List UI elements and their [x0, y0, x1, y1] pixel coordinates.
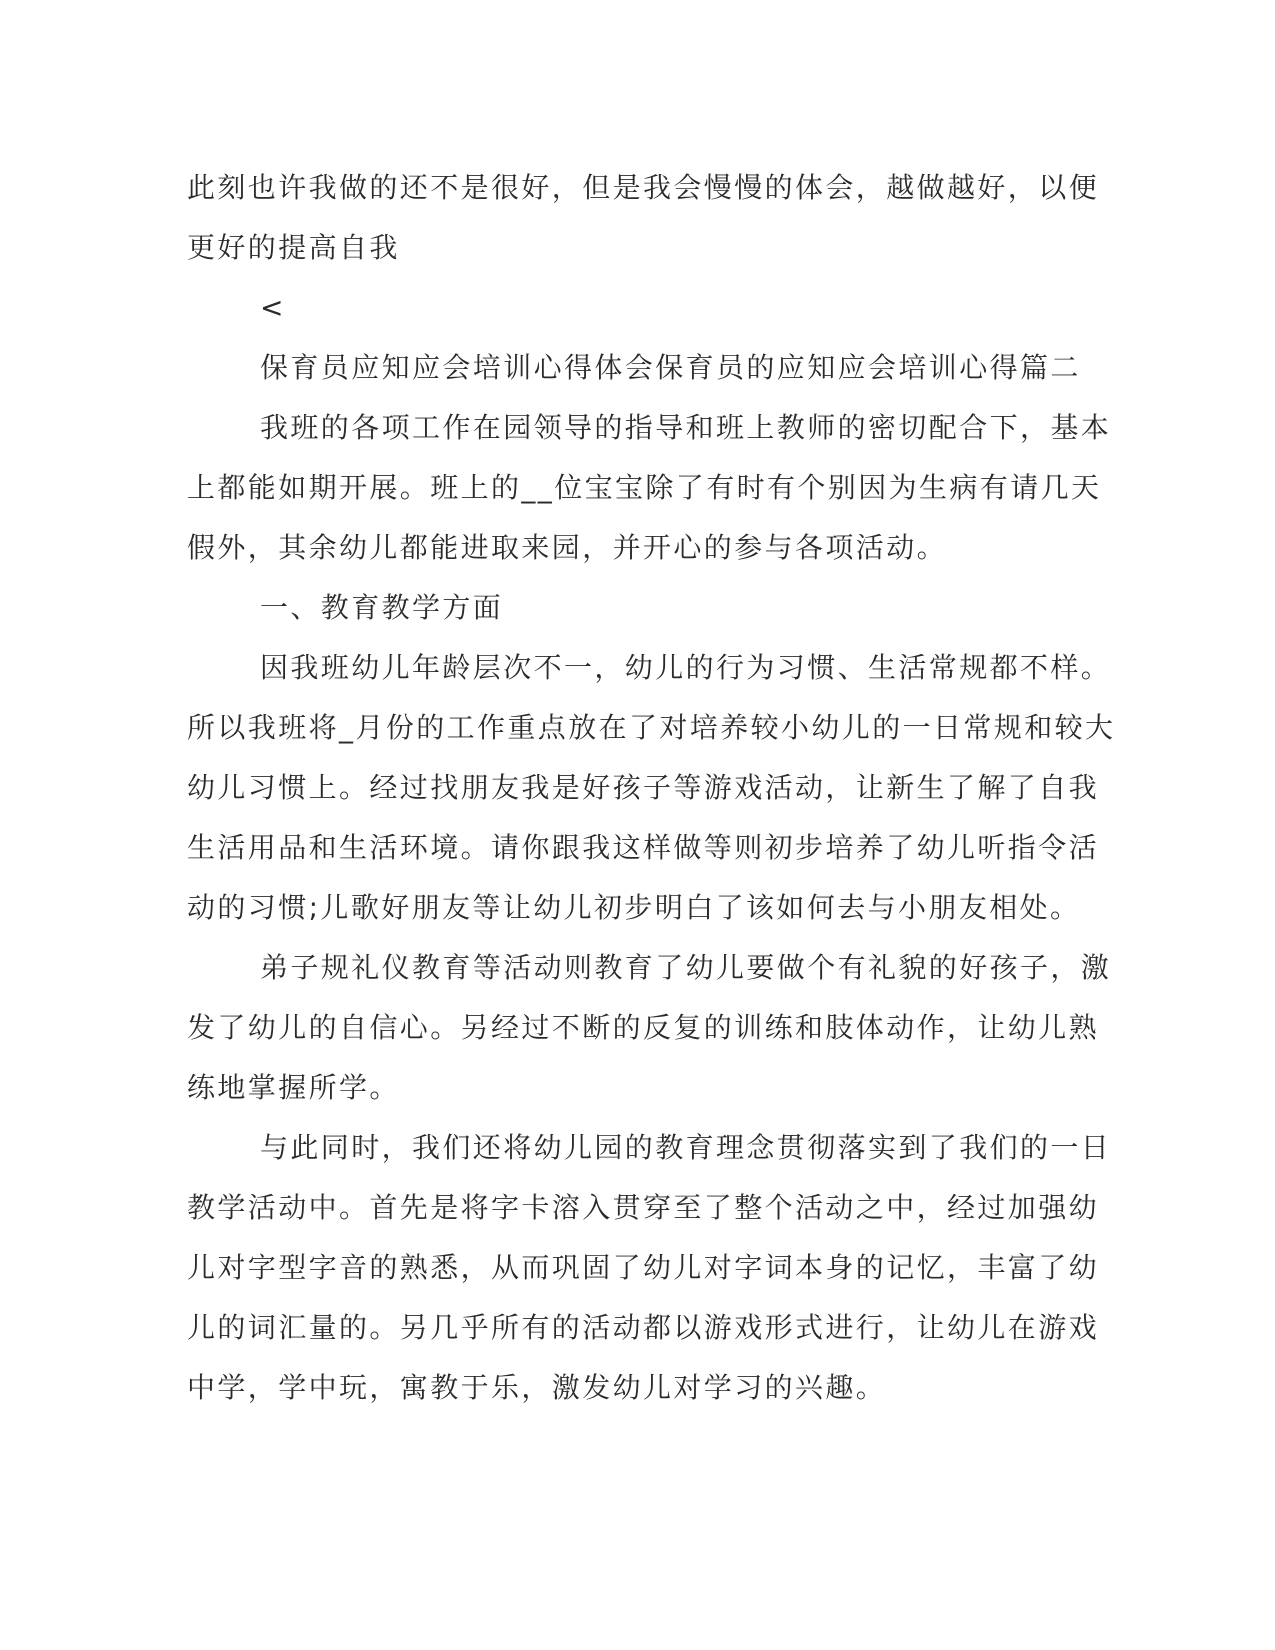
text-line: 发了幼儿的自信心。另经过不断的反复的训练和肢体动作，让幼儿熟: [187, 1011, 1100, 1044]
paragraph: [187, 398, 1112, 578]
text-line: 弟子规礼仪教育等活动则教育了幼儿要做个有礼貌的好孩子，激: [260, 951, 1112, 984]
text-line: 与此同时，我们还将幼儿园的教育理念贯彻落实到了我们的一日: [260, 1131, 1112, 1164]
text-line: 所以我班将_月份的工作重点放在了对培养较小幼儿的一日常规和较大: [187, 711, 1116, 744]
text-line: 生活用品和生活环境。请你跟我这样做等则初步培养了幼儿听指令活: [187, 831, 1100, 864]
text-line: 更好的提高自我: [187, 231, 400, 264]
section-heading: [187, 578, 1067, 638]
paragraph: [187, 638, 1116, 938]
text-line: 教学活动中。首先是将字卡溶入贯穿至了整个活动之中，经过加强幼: [187, 1191, 1100, 1224]
section-heading: [187, 338, 1081, 398]
text-line: 中学，学中玩，寓教于乐，激发幼儿对学习的兴趣。: [187, 1371, 887, 1404]
text-line: 一、教育教学方面: [260, 591, 504, 624]
paragraph: [187, 1118, 1112, 1418]
text-line: 假外，其余幼儿都能进取来园，并开心的参与各项活动。: [187, 531, 948, 564]
text-line: 儿的词汇量的。另几乎所有的活动都以游戏形式进行，让幼儿在游戏: [187, 1311, 1100, 1344]
paragraph: [187, 158, 1100, 278]
document-body: [187, 158, 1116, 1418]
text-line: 因我班幼儿年龄层次不一，幼儿的行为习惯、生活常规都不样。: [260, 651, 1112, 684]
paragraph: [187, 938, 1112, 1118]
text-line: 练地掌握所学。: [187, 1071, 400, 1104]
text-line: 我班的各项工作在园领导的指导和班上教师的密切配合下，基本: [260, 411, 1112, 444]
text-line: 保育员应知应会培训心得体会保育员的应知应会培训心得篇二: [260, 351, 1081, 384]
text-line: 儿对字型字音的熟悉，从而巩固了幼儿对字词本身的记忆，丰富了幼: [187, 1251, 1100, 1284]
text-line: 上都能如期开展。班上的__位宝宝除了有时有个别因为生病有请几天: [187, 471, 1102, 504]
text-line: <: [260, 291, 286, 324]
text-line: 动的习惯;儿歌好朋友等让幼儿初步明白了该如何去与小朋友相处。: [187, 891, 1081, 924]
paragraph: [187, 278, 1067, 338]
text-line: 此刻也许我做的还不是很好，但是我会慢慢的体会，越做越好，以便: [187, 171, 1100, 204]
text-line: 幼儿习惯上。经过找朋友我是好孩子等游戏活动，让新生了解了自我: [187, 771, 1100, 804]
